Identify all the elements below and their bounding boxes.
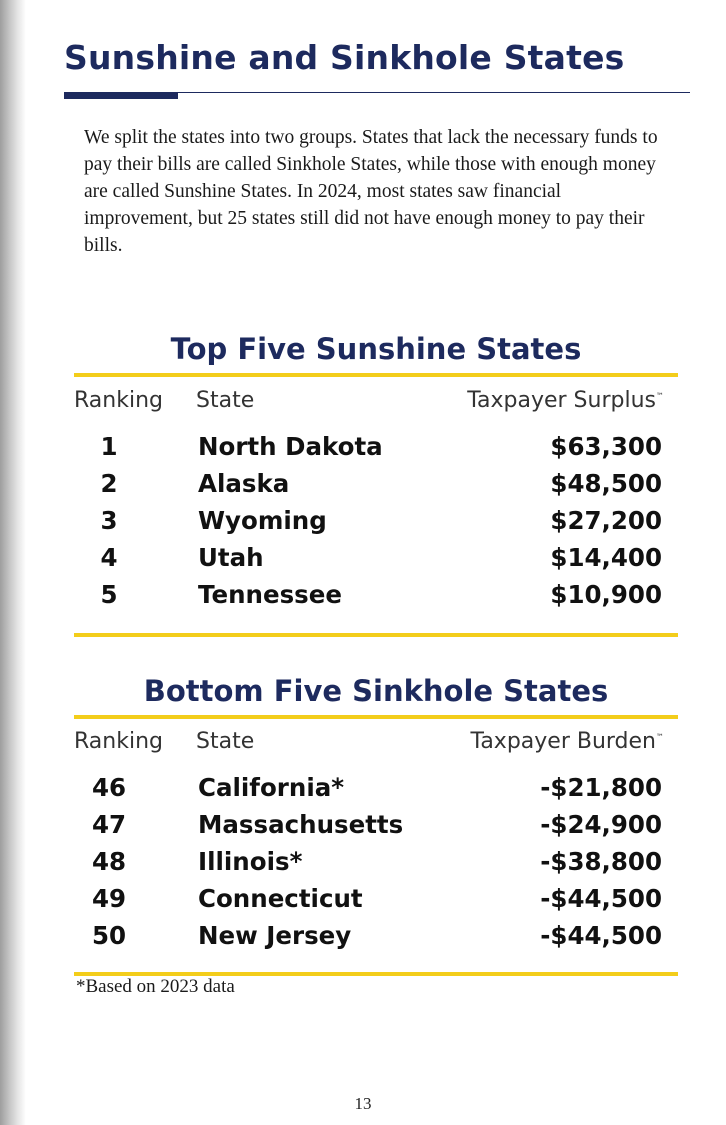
table-row bbox=[74, 884, 678, 921]
sinkhole-metric-label: Taxpayer Burden bbox=[470, 729, 656, 754]
surplus-cell: $27,200 bbox=[550, 506, 662, 535]
burden-cell: -$38,800 bbox=[540, 847, 662, 876]
surplus-cell: $14,400 bbox=[550, 543, 662, 572]
state-cell: California* bbox=[198, 773, 345, 802]
surplus-cell: $10,900 bbox=[550, 580, 662, 609]
sinkhole-header-metric bbox=[471, 729, 664, 754]
trademark-mark: ™ bbox=[656, 391, 664, 401]
table-row bbox=[74, 580, 678, 617]
state-cell: New Jersey bbox=[198, 921, 352, 950]
state-cell: Illinois* bbox=[198, 847, 303, 876]
page-number: 13 bbox=[354, 1094, 372, 1113]
rank-cell: 47 bbox=[91, 810, 127, 839]
page-binding-shadow bbox=[0, 0, 26, 1125]
sinkhole-top-rule bbox=[74, 715, 678, 719]
sinkhole-header-state: State bbox=[196, 729, 255, 754]
surplus-cell: $48,500 bbox=[550, 469, 662, 498]
sunshine-section-title: Top Five Sunshine States bbox=[170, 332, 582, 366]
burden-cell: -$44,500 bbox=[540, 921, 662, 950]
sunshine-bottom-rule bbox=[74, 633, 678, 637]
state-cell: Alaska bbox=[198, 469, 290, 498]
burden-cell: -$44,500 bbox=[540, 884, 662, 913]
table-row bbox=[74, 810, 678, 847]
trademark-mark: ™ bbox=[656, 732, 664, 742]
state-cell: Connecticut bbox=[198, 884, 363, 913]
table-row bbox=[74, 921, 678, 958]
intro-paragraph: We split the states into two groups. States that lack the necessary funds to pay their bills are called Sinkhole States, while those with enough money are called Sunshine States. In 2024, most states saw financial improvement, but 25 states still did not have enough money to pay their bills. bbox=[84, 127, 658, 256]
sinkhole-header-ranking: Ranking bbox=[74, 729, 163, 754]
surplus-cell: $63,300 bbox=[550, 432, 662, 461]
state-cell: Tennessee bbox=[198, 580, 342, 609]
burden-cell: -$24,900 bbox=[540, 810, 662, 839]
sunshine-metric-label: Taxpayer Surplus bbox=[467, 388, 656, 413]
table-row bbox=[74, 543, 678, 580]
rank-cell: 5 bbox=[100, 580, 118, 609]
state-cell: Utah bbox=[198, 543, 264, 572]
table-row bbox=[74, 432, 678, 469]
rank-cell: 3 bbox=[100, 506, 118, 535]
table-row bbox=[74, 847, 678, 884]
table-row bbox=[74, 773, 678, 810]
page-title: Sunshine and Sinkhole States bbox=[64, 38, 625, 77]
state-cell: Massachusetts bbox=[198, 810, 404, 839]
rank-cell: 4 bbox=[100, 543, 118, 572]
state-cell: Wyoming bbox=[198, 506, 327, 535]
sunshine-header-metric bbox=[467, 388, 664, 413]
sunshine-top-rule bbox=[74, 373, 678, 377]
state-cell: North Dakota bbox=[198, 432, 383, 461]
sinkhole-section-title: Bottom Five Sinkhole States bbox=[143, 674, 609, 708]
sunshine-header-state: State bbox=[196, 388, 255, 413]
sunshine-header-ranking: Ranking bbox=[74, 388, 163, 413]
rank-cell: 46 bbox=[91, 773, 127, 802]
rank-cell: 48 bbox=[91, 847, 127, 876]
rank-cell: 50 bbox=[91, 921, 127, 950]
burden-cell: -$21,800 bbox=[540, 773, 662, 802]
rank-cell: 2 bbox=[100, 469, 118, 498]
table-row bbox=[74, 506, 678, 543]
title-accent-bar bbox=[64, 92, 178, 99]
table-row bbox=[74, 469, 678, 506]
rank-cell: 1 bbox=[100, 432, 118, 461]
footnote: *Based on 2023 data bbox=[76, 976, 235, 997]
rank-cell: 49 bbox=[91, 884, 127, 913]
